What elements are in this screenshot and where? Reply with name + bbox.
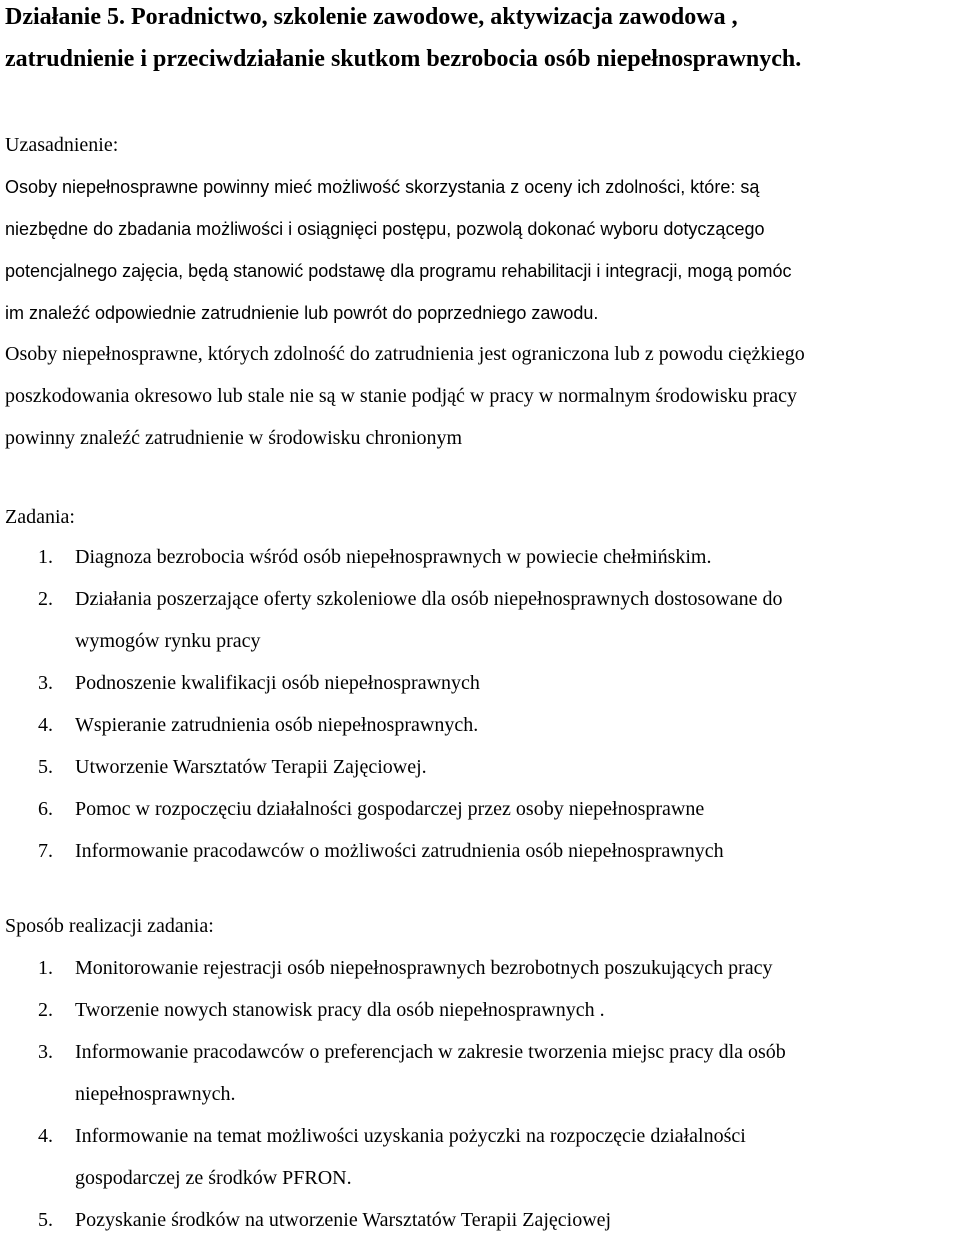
list-item-text: Informowanie na temat możliwości uzyskania pożyczki na rozpoczęcie działalności xyxy=(75,1125,746,1147)
list-item-number: 7. xyxy=(38,840,53,862)
title-line-2: zatrudnienie i przeciwdziałanie skutkom bezrobocia osób niepełnosprawnych. xyxy=(5,46,802,72)
list-item-text: Pomoc w rozpoczęciu działalności gospodarczej przez osoby niepełnosprawne xyxy=(75,798,705,820)
list-item xyxy=(5,947,786,989)
paragraph-line: powinny znaleźć zatrudnienie w środowisku chronionym xyxy=(5,427,463,449)
list-item xyxy=(5,989,786,1031)
list-item-number: 5. xyxy=(38,756,53,778)
list-item-number: 1. xyxy=(38,957,53,979)
paragraph-line: potencjalnego zajęcia, będą stanowić podstawę dla programu rehabilitacji i integracji, mogą pomóc xyxy=(5,261,792,281)
list-item-text: niepełnosprawnych. xyxy=(75,1083,236,1105)
list-item-text: Informowanie pracodawców o preferencjach w zakresie tworzenia miejsc pracy dla osób xyxy=(75,1041,786,1063)
list-item-text: Pozyskanie środków na utworzenie Warsztatów Terapii Zajęciowej xyxy=(75,1209,612,1231)
list-item xyxy=(5,830,783,872)
implementation-list xyxy=(5,947,786,1241)
list-item-number: 4. xyxy=(38,714,53,736)
paragraph-line: Osoby niepełnosprawne powinny mieć możliwość skorzystania z oceny ich zdolności, które: są xyxy=(5,177,760,197)
implementation-heading: Sposób realizacji zadania: xyxy=(5,915,214,937)
list-item xyxy=(5,788,783,830)
document-title xyxy=(5,0,801,80)
list-item-text: gospodarczej ze środków PFRON. xyxy=(75,1167,352,1189)
list-item-text: Działania poszerzające oferty szkoleniowe dla osób niepełnosprawnych dostosowane do xyxy=(75,588,783,610)
paragraph-line: niezbędne do zbadania możliwości i osiągnięci postępu, pozwolą dokonać wyboru dotyczącego xyxy=(5,219,765,239)
list-item-number: 4. xyxy=(38,1125,53,1147)
tasks-list xyxy=(5,536,783,872)
tasks-heading: Zadania: xyxy=(5,506,75,528)
list-item xyxy=(5,1199,786,1241)
justification-heading: Uzasadnienie: xyxy=(5,134,119,156)
list-item xyxy=(5,746,783,788)
paragraph-line: im znaleźć odpowiednie zatrudnienie lub powrót do poprzedniego zawodu. xyxy=(5,303,599,323)
list-item-number: 2. xyxy=(38,999,53,1021)
list-item-text: Wspieranie zatrudnienia osób niepełnosprawnych. xyxy=(75,714,479,736)
paragraph-line: Osoby niepełnosprawne, których zdolność do zatrudnienia jest ograniczona lub z powodu ciężkiego xyxy=(5,343,805,365)
list-item xyxy=(5,704,783,746)
list-item-text: Utworzenie Warsztatów Terapii Zajęciowej. xyxy=(75,756,427,778)
list-item-number: 3. xyxy=(38,672,53,694)
list-item xyxy=(5,1115,786,1199)
list-item-number: 2. xyxy=(38,588,53,610)
list-item-number: 3. xyxy=(38,1041,53,1063)
justification-paragraph-1 xyxy=(5,166,791,334)
list-item-text: wymogów rynku pracy xyxy=(75,630,261,652)
list-item-text: Monitorowanie rejestracji osób niepełnosprawnych bezrobotnych poszukujących pracy xyxy=(75,957,773,979)
paragraph-line: poszkodowania okresowo lub stale nie są w stanie podjąć w pracy w normalnym środowisku pracy xyxy=(5,385,798,407)
list-item-text: Informowanie pracodawców o możliwości zatrudnienia osób niepełnosprawnych xyxy=(75,840,724,862)
list-item xyxy=(5,578,783,662)
justification-paragraph-2 xyxy=(5,333,805,459)
list-item-text: Podnoszenie kwalifikacji osób niepełnosprawnych xyxy=(75,672,480,694)
list-item xyxy=(5,1031,786,1115)
list-item-text: Diagnoza bezrobocia wśród osób niepełnosprawnych w powiecie chełmińskim. xyxy=(75,546,712,568)
title-line-1: Działanie 5. Poradnictwo, szkolenie zawodowe, aktywizacja zawodowa , xyxy=(5,4,738,30)
list-item xyxy=(5,662,783,704)
list-item xyxy=(5,536,783,578)
list-item-number: 5. xyxy=(38,1209,53,1231)
list-item-number: 6. xyxy=(38,798,53,820)
list-item-number: 1. xyxy=(38,546,53,568)
list-item-text: Tworzenie nowych stanowisk pracy dla osób niepełnosprawnych . xyxy=(75,999,605,1021)
